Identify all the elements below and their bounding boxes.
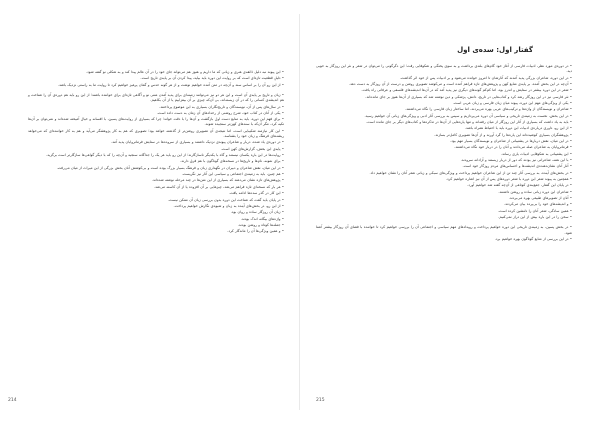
paragraph: • آنان از تصویرهای طبیعی بهره می‌بردند.	[508, 196, 572, 201]
paragraph: • نثر فارسی نیز در این روزگار رشد کرد و کتاب‌هایی در تاریخ، دانش، پزشکی و دین نوشته شد که بسیاری از آن‌ها هنوز بر جای مانده‌اند.	[365, 94, 572, 99]
paragraph: • در این بررسی از منابع گوناگون بهره خواهیم برد.	[494, 237, 572, 241]
paragraph: • برای فهم این دوره، باید به منابع دست اول بازگشت و آن‌ها را با دقت خواند؛ چرا که بسیاری از روایت‌های پسین، با افسانه و خیال آمیخته شده‌اند و نمی‌توان بر آن‌ها تکیه کرد، مگر آن‌که با سندهای کهن‌تر سنجیده شوند.	[28, 117, 284, 127]
chapter-title: گفتار اول: سده‌ی اول	[457, 46, 533, 54]
left-page-body	[28, 70, 284, 236]
right-page	[300, 0, 600, 424]
paragraph: • یکی از آنان در کتاب خود، شرح روشنی از رخدادهای آن زمان به دست داده است.	[156, 110, 284, 115]
paragraph: • واژه‌های بیگانه اندک بودند.	[240, 216, 284, 221]
paragraph: • شاعران این دوره زبانی ساده و روشن داشتند.	[498, 189, 572, 194]
right-page-body	[316, 64, 572, 243]
paragraph: • در بخش‌های آینده، به بررسی آثار چند تن از این شاعران خواهیم پرداخت و ویژگی‌های سبکی و زبانی شعر آنان را نشان خواهیم داد.	[369, 170, 572, 175]
paragraph: • در سال‌های پس از آن، نویسندگان و تاریخ‌نگاران بسیاری به این موضوع پرداختند.	[159, 104, 284, 109]
paragraph: • در این میان، نقش شاعران و دبیران در نگهداری زبان و فرهنگ بسیار بزرگ بوده است و بی‌کوشش آنان بخش بزرگی از این میراث از میان می‌رفت.	[56, 165, 284, 170]
page-number: 214	[8, 398, 17, 403]
paragraph: • پژوهشگران بسیاری کوشیده‌اند این پاره‌ها را گرد آورند و از آن‌ها تصویری کامل‌تر بسازند.	[434, 132, 572, 137]
paragraph: • و همین ویژگی‌ها آن را ماندگار کرد.	[227, 229, 284, 234]
paragraph: • هم چنین، باید به زمینه‌ی اجتماعی و سیاسی این آثار نیز نگریست.	[181, 172, 284, 177]
paragraph: • شعر در این دوره بیشتر در ستایش و اندرز بود، اما کم‌کم گونه‌های دیگری نیز پدید آمد که در آن‌ها اندیشه‌های فلسفی و عرفانی راه یافت.	[361, 88, 572, 93]
paragraph: • سخن را در این باره بیش از این دراز نمی‌کنیم.	[498, 215, 572, 220]
paragraph: • آن‌چه در این بخش آمده، بر پایه‌ی منابع کهن و پژوهش‌های تازه فراهم آمده است و می‌کوشد تصویری روشن و درست از آن روزگار به دست دهد.	[348, 81, 572, 86]
paragraph: • در بخش پسین، به زمینه‌ی تاریخی این دوره خواهیم پرداخت و رویدادهای مهم سیاسی و اجتماعی آن را بررسی خواهیم کرد تا خواننده با فضای آن روزگار بیشتر آشنا شود.	[316, 225, 572, 235]
paragraph: • برای نمونه، نام‌ها و تاریخ‌ها در نسخه‌های گوناگون با هم فرق دارند.	[180, 159, 284, 164]
paragraph: • آثار آنان نشان‌دهنده‌ی اندیشه‌ها و احساس‌های مردم روزگار خود است.	[462, 164, 572, 169]
paragraph: • در دوره‌ی مورد نظر، ادبیات فارسی از آغاز خود گام‌های بلندی برداشت و به سوی پختگی و شکوفایی رفت؛ این دگرگونی را می‌توان در شعر و نثر این روزگار به خوبی دید.	[316, 64, 572, 74]
paragraph: • در پایان این گفتار، جمع‌بندی کوتاهی از آن‌چه گفته شد خواهیم آورد.	[467, 183, 572, 188]
paragraph: • جمله‌ها کوتاه و روشن بودند.	[237, 222, 284, 227]
paragraph: • از این رو آن را بر اساس سند و آن‌چه در متن آمده خواهیم نوشت و از هر گونه حدس و گمان پرهیز خواهیم کرد تا روایت ما به راستی نزدیک باشد.	[57, 82, 284, 87]
paragraph: • این کار در گذر سده‌ها ادامه یافت.	[228, 191, 284, 196]
paragraph: • این پیوند نبه دلیل ذائقه‌ی هنری و زبانی که ما داریم و هنوز هم می‌تواند جای خود را در آن عالم پیدا کند و به شکلی نو گفته شود.	[86, 70, 284, 74]
paragraph: • زبان و تاریخ بر پایه‌ی آن است و این هر دو نیز می‌توانند زمینه‌ای برای پدید آمدن متنی نو و آگاهی تازه‌ای برای خواننده باشند؛ از این رو باید هم دوره‌ی آن را شناخت و هم اندیشه‌ی کسانی را که در آن زیسته‌اند، بی آن‌که چیزی بر آن بیفزاییم یا از آن بکاهیم.	[28, 92, 284, 103]
paragraph: • هر بار که نسخه‌ای تازه فراهم می‌شد، چیزهایی بر آن افزوده یا از آن کاسته می‌شد.	[154, 184, 284, 189]
paragraph: • دلیلِ قطعیت تازه‌ای است که بر روایت این دوره باید بیاید، پیدا کردن آن بر پایه‌ی تاریخ است.	[140, 76, 284, 81]
page-number: 215	[316, 398, 325, 403]
paragraph: • در دوره‌ی یاد شده، دربار و شاعران پیوندی نزدیک داشتند و بسیاری از سروده‌ها در ستایش فرمانروایان پدید آمد.	[111, 140, 284, 145]
paragraph: • از این رو، داوری درباره‌ی ادبیات این دوره باید با احتیاط همراه باشد.	[464, 126, 572, 131]
paragraph: • زبان آن روزگار ساده و روان بود.	[230, 210, 284, 215]
paragraph: • باید به یاد داشت که بسیاری از آثار این روزگار از میان رفته‌اند و تنها پاره‌هایی از آن‌ها در تذکره‌ها و کتاب‌های دیگر بر جای مانده است.	[366, 120, 572, 124]
paragraph: • پایه‌ی این بخش، گزارش‌های کهن است.	[220, 146, 284, 151]
paragraph: • همچنین به پیوند شعر این دوره با شعر دوره‌های پس از آن نیز اشاره خواهیم کرد.	[445, 177, 572, 182]
paragraph: • در این بخش، نخست به زمینه‌ی تاریخی و سیاسی آن دوره می‌پردازیم و سپس به بررسی آثار ادبی و ویژگی‌های زبانی آن خواهیم رسید.	[364, 113, 572, 118]
paragraph: • شاعران و نویسندگان از واژه‌ها و ترکیب‌های عربی بهره می‌بردند، اما ساختار زبان فارسی را نگاه می‌داشتند.	[405, 107, 572, 112]
paragraph: • همین سادگی، شعر آنان را دلنشین کرده است.	[497, 208, 572, 213]
paragraph: • با این همه، شاعرانی نیز بودند که دور از دربار زیستند و آزادانه سرودند.	[460, 158, 572, 163]
paragraph: • در این دوره، شاعران بزرگی پدید آمدند که آثارشان تا امروز خوانده می‌شود و بر ادبیات پس از خود اثر گذاشت.	[399, 75, 572, 80]
paragraph: • فرمانروایان به شاعران صله می‌دادند و آنان را در دربار خود نگاه می‌داشتند.	[454, 145, 572, 150]
paragraph: • در پایان باید گفت که شناخت این دوره بدون بررسی زبان آن ممکن نیست.	[167, 197, 284, 202]
paragraph: • پژوهش‌های تازه نشان می‌دهند که بسیاری از این متن‌ها در چند مرحله نوشته شده‌اند.	[151, 178, 284, 183]
paragraph: • این پشتیبانی به شکوفایی ادبیات یاری رساند.	[500, 151, 572, 156]
paragraph: • این کار نیازمند شکیبایی است، اما نتیجه‌ی آن تصویری روشن‌تر از گذشته خواهد بود؛ تصویری که هم به کار پژوهشگر می‌آید و هم به کار خواننده‌ای که می‌خواهد ریشه‌های فرهنگ و زبان خود را بشناسد.	[28, 128, 284, 139]
paragraph: • یکی از ویژگی‌های مهم این دوره، پیوند میان زبان فارسی و زبان عربی است.	[452, 100, 572, 105]
paragraph: • از این رو، در بخش‌های آینده به زبان و شیوه‌ی نگارش خواهیم پرداخت.	[173, 203, 284, 208]
paragraph: • در این میان، نقش دربارها در پشتیبانی از شاعران و نویسندگان بسیار مهم بود.	[450, 139, 572, 144]
paragraph: • و اندیشه‌های خود را بی‌پرده بیان می‌کردند.	[503, 202, 572, 207]
paragraph: • روایت‌ها در این باره یکسان نیستند و گاه با یکدیگر ناسازگارند؛ از این رو باید هر یک را جداگانه سنجید و آن‌چه را که با دیگر گواهی‌ها سازگارتر است برگزید.	[46, 153, 284, 158]
